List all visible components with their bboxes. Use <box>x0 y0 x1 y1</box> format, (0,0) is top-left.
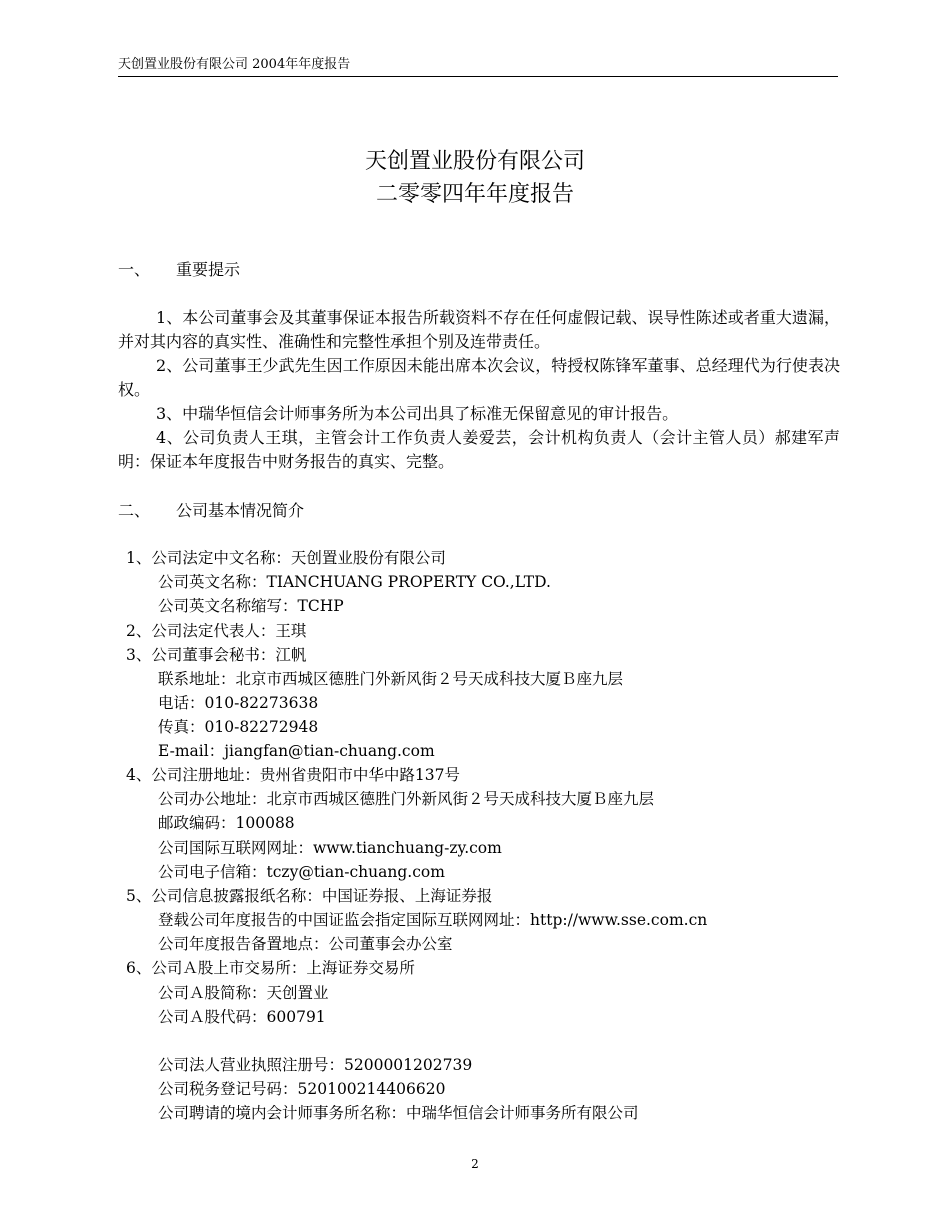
notice-paragraph-3: 3、中瑞华恒信会计师事务所为本公司出具了标准无保留意见的审计报告。 <box>156 404 679 423</box>
profile-line: 邮政编码：100088 <box>158 814 295 832</box>
section-number: 二、 <box>118 501 151 520</box>
document-title-report: 二零零四年年度报告 <box>375 182 574 207</box>
section-title: 重要提示 <box>176 260 241 279</box>
profile-line: 公司年度报告备置地点：公司董事会办公室 <box>158 935 453 953</box>
profile-line: 登载公司年度报告的中国证监会指定国际互联网网址：http://www.sse.com.cn <box>158 911 708 929</box>
profile-line: 公司英文名称：TIANCHUANG PROPERTY CO.,LTD. <box>158 573 551 591</box>
profile-line: E-mail：jiangfan@tian-chuang.com <box>158 742 435 760</box>
profile-line: 公司税务登记号码：520100214406620 <box>158 1080 446 1098</box>
profile-line: 电话：010-82273638 <box>158 694 319 712</box>
profile-line: 公司办公地址：北京市西城区德胜门外新风街２号天成科技大厦Ｂ座九层 <box>158 790 655 808</box>
section-number: 一、 <box>118 260 151 279</box>
header-rule <box>118 76 838 77</box>
notice-paragraph-4: 4、公司负责人王琪，主管会计工作负责人姜爱芸，会计机构负责人（会计主管人员）郝建军声明：保证本年度报告中财务报告的真实、完整。 <box>118 428 840 471</box>
profile-line: 公司英文名称缩写：TCHP <box>158 597 344 615</box>
notice-paragraph-1: 1、本公司董事会及其董事保证本报告所载资料不存在任何虚假记载、误导性陈述或者重大遗漏，并对其内容的真实性、准确性和完整性承担个别及连带责任。 <box>118 308 840 351</box>
profile-line: 6、公司Ａ股上市交易所：上海证券交易所 <box>126 959 415 977</box>
profile-line: 2、公司法定代表人：王琪 <box>126 622 307 640</box>
running-header: 天创置业股份有限公司 2004年年度报告 <box>118 57 351 72</box>
profile-line: 公司国际互联网网址：www.tianchuang-zy.com <box>158 839 502 857</box>
profile-line: 联系地址：北京市西城区德胜门外新风街２号天成科技大厦Ｂ座九层 <box>158 670 624 688</box>
profile-line: 1、公司法定中文名称：天创置业股份有限公司 <box>126 549 446 567</box>
profile-line: 公司Ａ股代码：600791 <box>158 1008 326 1026</box>
profile-line: 公司聘请的境内会计师事务所名称：中瑞华恒信会计师事务所有限公司 <box>158 1104 639 1122</box>
profile-line: 公司Ａ股简称：天创置业 <box>158 984 329 1002</box>
profile-line: 4、公司注册地址：贵州省贵阳市中华中路137号 <box>126 766 460 784</box>
section-title: 公司基本情况简介 <box>176 501 305 520</box>
profile-line: 公司电子信箱：tczy@tian-chuang.com <box>158 863 445 881</box>
section-heading-company-profile <box>118 500 304 522</box>
section-heading-important-notice <box>118 259 240 281</box>
page-number: 2 <box>471 1157 479 1171</box>
notice-paragraph-2: 2、公司董事王少武先生因工作原因未能出席本次会议，特授权陈锋军董事、总经理代为行使表决权。 <box>118 356 840 399</box>
profile-line: 传真：010-82272948 <box>158 718 319 736</box>
profile-line: 5、公司信息披露报纸名称：中国证券报、上海证券报 <box>126 887 493 905</box>
document-title-company: 天创置业股份有限公司 <box>364 149 585 174</box>
profile-line: 3、公司董事会秘书：江帆 <box>126 646 307 664</box>
profile-line: 公司法人营业执照注册号：5200001202739 <box>158 1056 473 1074</box>
